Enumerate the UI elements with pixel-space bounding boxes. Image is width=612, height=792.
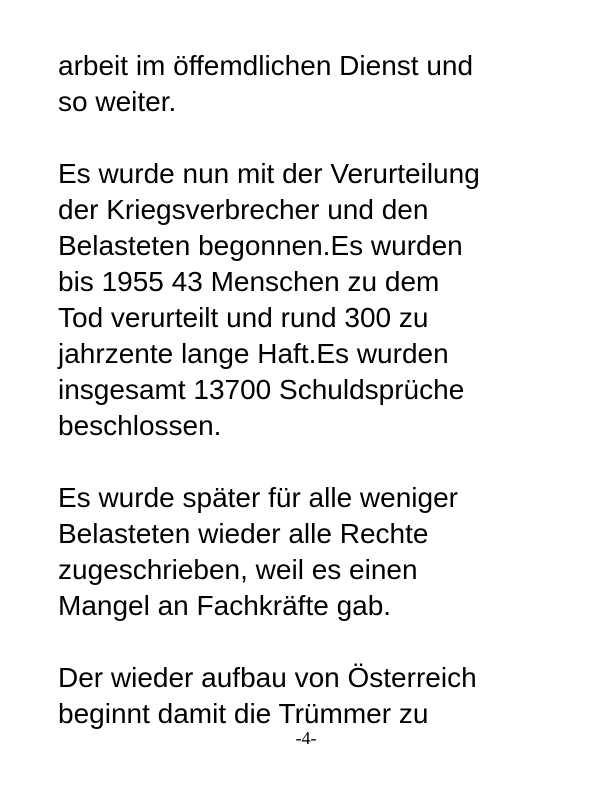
text-line: Es wurde nun mit der Verurteilung — [58, 158, 480, 189]
text-line: jahrzente lange Haft.Es wurden — [58, 338, 449, 369]
paragraph-gap — [58, 444, 558, 480]
text-line: der Kriegsverbrecher und den — [58, 194, 429, 225]
text-line: bis 1955 43 Menschen zu dem — [58, 266, 440, 297]
paragraph-gap — [58, 120, 558, 156]
text-line: zugeschrieben, weil es einen — [58, 554, 418, 585]
text-line: so weiter. — [58, 86, 177, 117]
paragraph — [58, 156, 558, 444]
text-line: Es wurde später für alle weniger — [58, 482, 458, 513]
paragraph — [58, 480, 558, 624]
text-line: arbeit im öffemdlichen Dienst und — [58, 50, 474, 81]
page-number: -4- — [295, 728, 317, 748]
paragraph — [58, 660, 558, 732]
paragraph — [58, 48, 558, 120]
text-line: Mangel an Fachkräfte gab. — [58, 590, 392, 621]
text-line: insgesamt 13700 Schuldsprüche — [58, 374, 465, 405]
text-line: beschlossen. — [58, 410, 222, 441]
paragraph-gap — [58, 624, 558, 660]
text-line: Tod verurteilt und rund 300 zu — [58, 302, 429, 333]
body-text — [58, 48, 558, 732]
text-line: Belasteten wieder alle Rechte — [58, 518, 429, 549]
text-line: beginnt damit die Trümmer zu — [58, 698, 429, 729]
text-line: Der wieder aufbau von Österreich — [58, 662, 477, 693]
text-line: Belasteten begonnen.Es wurden — [58, 230, 463, 261]
